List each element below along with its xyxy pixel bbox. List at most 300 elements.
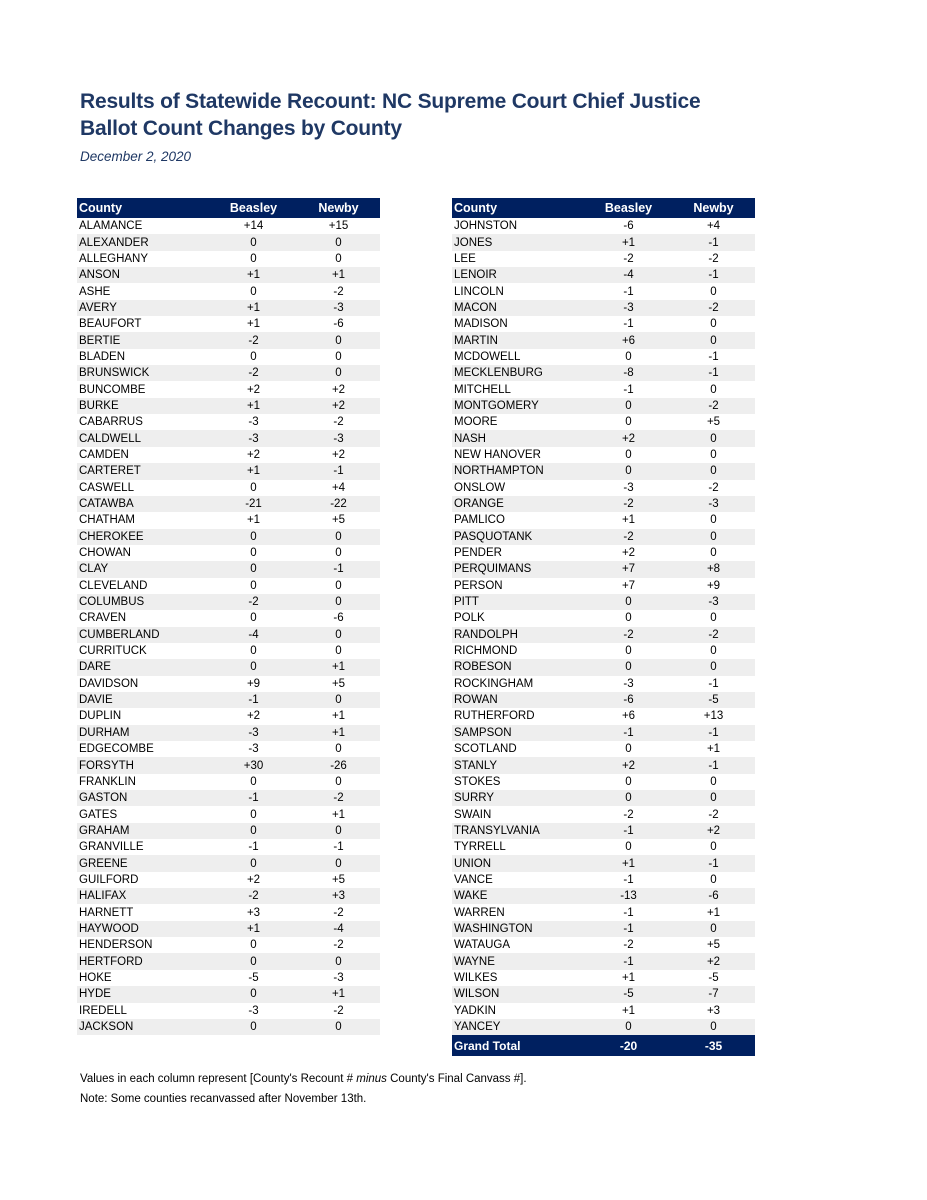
table-row bbox=[452, 251, 755, 267]
county-name: TRANSYLVANIA bbox=[452, 823, 585, 839]
table-row bbox=[452, 986, 755, 1002]
beasley-change: +1 bbox=[585, 234, 672, 250]
table-row bbox=[452, 676, 755, 692]
table-row bbox=[452, 937, 755, 953]
newby-change: 0 bbox=[672, 659, 755, 675]
newby-change: -2 bbox=[672, 627, 755, 643]
beasley-change: -1 bbox=[248, 841, 259, 854]
newby-change: +1 bbox=[706, 743, 721, 756]
table-row bbox=[452, 855, 755, 871]
beasley-change: 0 bbox=[210, 953, 297, 969]
table-row bbox=[452, 480, 755, 496]
table-row bbox=[77, 496, 380, 512]
beasley-change: -3 bbox=[623, 677, 634, 690]
county-name: JACKSON bbox=[77, 1019, 210, 1035]
newby-change: -1 bbox=[672, 365, 755, 381]
header-beasley: Beasley bbox=[210, 198, 297, 218]
county-name: CHEROKEE bbox=[77, 529, 210, 545]
beasley-change: -3 bbox=[248, 743, 259, 756]
county-name: RICHMOND bbox=[454, 645, 518, 658]
beasley-change: 0 bbox=[585, 463, 672, 479]
county-name: PITT bbox=[452, 594, 585, 610]
table-row bbox=[452, 725, 755, 741]
county-name: PERQUIMANS bbox=[452, 561, 585, 577]
table-row bbox=[77, 953, 380, 969]
table-row bbox=[452, 692, 755, 708]
newby-change: 0 bbox=[335, 547, 342, 560]
table-row bbox=[77, 627, 380, 643]
grand-total-label: Grand Total bbox=[452, 1036, 585, 1057]
beasley-change: -1 bbox=[585, 725, 672, 741]
newby-change: 0 bbox=[297, 627, 380, 643]
newby-change: +2 bbox=[331, 383, 346, 396]
beasley-change: 0 bbox=[250, 645, 257, 658]
beasley-change: 0 bbox=[250, 939, 257, 952]
county-name: PASQUOTANK bbox=[452, 529, 585, 545]
beasley-change: 0 bbox=[585, 659, 672, 675]
newby-change: -5 bbox=[672, 692, 755, 708]
county-name: MONTGOMERY bbox=[452, 398, 585, 414]
newby-change: 0 bbox=[672, 529, 755, 545]
table-row bbox=[77, 545, 380, 561]
county-name: COLUMBUS bbox=[77, 594, 210, 610]
note-values-b: County's Final Canvass #]. bbox=[386, 1073, 527, 1085]
page-subtitle: Ballot Count Changes by County bbox=[80, 117, 402, 140]
county-name: ANSON bbox=[77, 267, 210, 283]
newby-change: +1 bbox=[706, 906, 721, 919]
table-row bbox=[77, 349, 380, 365]
county-name: ALLEGHANY bbox=[79, 252, 149, 265]
newby-change: -2 bbox=[333, 1004, 344, 1017]
newby-change: 0 bbox=[297, 855, 380, 871]
county-name: HARNETT bbox=[79, 906, 134, 919]
county-name: WARREN bbox=[454, 906, 505, 919]
county-name: CAMDEN bbox=[79, 448, 129, 461]
newby-change: -1 bbox=[672, 757, 755, 773]
table-row bbox=[452, 316, 755, 332]
beasley-change: 0 bbox=[585, 1019, 672, 1036]
table-row bbox=[452, 332, 755, 348]
table-row bbox=[77, 823, 380, 839]
newby-change: 0 bbox=[710, 514, 717, 527]
beasley-change: +2 bbox=[585, 430, 672, 446]
county-name: GREENE bbox=[77, 855, 210, 871]
beasley-change: -3 bbox=[248, 1004, 259, 1017]
newby-change: 0 bbox=[710, 612, 717, 625]
beasley-change: +1 bbox=[621, 514, 636, 527]
table-row bbox=[77, 1003, 380, 1019]
beasley-change: -1 bbox=[210, 692, 297, 708]
newby-change: 0 bbox=[335, 743, 342, 756]
beasley-change: 0 bbox=[210, 234, 297, 250]
newby-change: +5 bbox=[331, 677, 346, 690]
newby-change: 0 bbox=[672, 790, 755, 806]
beasley-change: -1 bbox=[585, 823, 672, 839]
beasley-change: +30 bbox=[210, 757, 297, 773]
beasley-change: +6 bbox=[585, 332, 672, 348]
table-row bbox=[452, 741, 755, 757]
beasley-change: 0 bbox=[250, 579, 257, 592]
newby-change: -3 bbox=[672, 496, 755, 512]
table-row bbox=[77, 381, 380, 397]
newby-change: -6 bbox=[333, 318, 344, 331]
table-row bbox=[77, 904, 380, 920]
county-name: ROBESON bbox=[452, 659, 585, 675]
newby-change: 0 bbox=[710, 841, 717, 854]
newby-change: -1 bbox=[333, 841, 344, 854]
table-row bbox=[452, 1003, 755, 1019]
county-name: WAKE bbox=[452, 888, 585, 904]
county-name: STOKES bbox=[454, 775, 501, 788]
newby-change: +1 bbox=[297, 725, 380, 741]
table-row bbox=[77, 447, 380, 463]
county-name: DAVIDSON bbox=[79, 677, 139, 690]
table-row bbox=[77, 986, 380, 1002]
newby-change: 0 bbox=[297, 594, 380, 610]
table-row bbox=[77, 316, 380, 332]
beasley-change: +1 bbox=[621, 1004, 636, 1017]
county-name: WASHINGTON bbox=[452, 921, 585, 937]
newby-change: 0 bbox=[297, 953, 380, 969]
county-name: GUILFORD bbox=[79, 873, 139, 886]
table-row bbox=[452, 300, 755, 316]
newby-change: -2 bbox=[297, 790, 380, 806]
beasley-change: 0 bbox=[210, 986, 297, 1002]
county-name: SURRY bbox=[452, 790, 585, 806]
newby-change: -22 bbox=[297, 496, 380, 512]
county-name: SAMPSON bbox=[452, 725, 585, 741]
beasley-change: +1 bbox=[210, 398, 297, 414]
table-row bbox=[452, 398, 755, 414]
note-values-minus: minus bbox=[356, 1073, 387, 1085]
beasley-change: 0 bbox=[625, 350, 632, 363]
beasley-change: -2 bbox=[585, 627, 672, 643]
table-row bbox=[452, 349, 755, 365]
county-name: MCDOWELL bbox=[454, 350, 521, 363]
county-name: MOORE bbox=[454, 416, 498, 429]
table-row bbox=[452, 561, 755, 577]
newby-change: 0 bbox=[335, 645, 342, 658]
county-name: RANDOLPH bbox=[452, 627, 585, 643]
beasley-change: +2 bbox=[585, 757, 672, 773]
county-name: DAVIE bbox=[77, 692, 210, 708]
table-row bbox=[77, 708, 380, 724]
county-name: LINCOLN bbox=[454, 285, 504, 298]
note-values bbox=[80, 1073, 527, 1085]
beasley-change: 0 bbox=[250, 481, 257, 494]
newby-change: -6 bbox=[672, 888, 755, 904]
county-name: SCOTLAND bbox=[454, 743, 517, 756]
county-name: PAMLICO bbox=[454, 514, 505, 527]
beasley-change: 0 bbox=[250, 252, 257, 265]
beasley-change: 0 bbox=[625, 645, 632, 658]
county-name: ROCKINGHAM bbox=[454, 677, 534, 690]
newby-change: 0 bbox=[297, 692, 380, 708]
table-row bbox=[77, 529, 380, 545]
table-row bbox=[452, 904, 755, 920]
table-row bbox=[452, 659, 755, 675]
newby-change: 0 bbox=[710, 285, 717, 298]
table-row bbox=[452, 578, 755, 594]
table-row bbox=[452, 496, 755, 512]
table-row bbox=[452, 823, 755, 839]
newby-change: -1 bbox=[672, 267, 755, 283]
table-row bbox=[77, 300, 380, 316]
table-row bbox=[77, 676, 380, 692]
table-row bbox=[77, 855, 380, 871]
newby-change: -3 bbox=[297, 430, 380, 446]
table-row bbox=[77, 251, 380, 267]
table-row bbox=[452, 790, 755, 806]
beasley-change: 0 bbox=[250, 808, 257, 821]
beasley-change: -6 bbox=[585, 692, 672, 708]
newby-change: 0 bbox=[672, 463, 755, 479]
beasley-change: -2 bbox=[585, 496, 672, 512]
beasley-change: 0 bbox=[210, 823, 297, 839]
table-row bbox=[452, 970, 755, 986]
newby-change: 0 bbox=[672, 1019, 755, 1036]
newby-change: -4 bbox=[297, 921, 380, 937]
county-name: CATAWBA bbox=[77, 496, 210, 512]
newby-change: 0 bbox=[710, 873, 717, 886]
beasley-change: -2 bbox=[623, 808, 634, 821]
beasley-change: -6 bbox=[623, 220, 634, 233]
newby-change: +5 bbox=[331, 873, 346, 886]
beasley-change: 0 bbox=[585, 594, 672, 610]
county-name: ALAMANCE bbox=[79, 220, 143, 233]
table-row bbox=[452, 610, 755, 626]
newby-change: -3 bbox=[672, 594, 755, 610]
county-name: CLAY bbox=[77, 561, 210, 577]
county-name: WILKES bbox=[454, 971, 498, 984]
county-name: MARTIN bbox=[452, 332, 585, 348]
beasley-change: -3 bbox=[210, 430, 297, 446]
newby-change: 0 bbox=[710, 645, 717, 658]
county-name: UNION bbox=[452, 855, 585, 871]
newby-change: +9 bbox=[706, 579, 721, 592]
newby-change: -1 bbox=[672, 855, 755, 871]
newby-change: +8 bbox=[672, 561, 755, 577]
county-name: DUPLIN bbox=[79, 710, 122, 723]
newby-change: -7 bbox=[672, 986, 755, 1002]
table-row bbox=[452, 953, 755, 969]
newby-change: 0 bbox=[335, 579, 342, 592]
county-name: BUNCOMBE bbox=[79, 383, 146, 396]
beasley-change: -1 bbox=[623, 873, 634, 886]
beasley-change: -3 bbox=[248, 416, 259, 429]
county-name: ALEXANDER bbox=[77, 234, 210, 250]
newby-change: -3 bbox=[333, 971, 344, 984]
newby-change: 0 bbox=[335, 775, 342, 788]
page-title: Results of Statewide Recount: NC Supreme Court Chief Justice bbox=[80, 90, 701, 113]
beasley-change: +6 bbox=[621, 710, 636, 723]
newby-change: +1 bbox=[331, 808, 346, 821]
beasley-change: +1 bbox=[210, 300, 297, 316]
beasley-change: 0 bbox=[625, 448, 632, 461]
table-row bbox=[77, 659, 380, 675]
beasley-change: 0 bbox=[625, 743, 632, 756]
table-row bbox=[452, 414, 755, 430]
table-row bbox=[452, 267, 755, 283]
newby-change: +4 bbox=[331, 481, 346, 494]
beasley-change: 0 bbox=[625, 841, 632, 854]
beasley-change: 0 bbox=[250, 285, 257, 298]
beasley-change: -4 bbox=[585, 267, 672, 283]
beasley-change: +14 bbox=[243, 220, 264, 233]
beasley-change: -2 bbox=[623, 939, 634, 952]
county-name: CHOWAN bbox=[79, 547, 131, 560]
table-row bbox=[77, 561, 380, 577]
beasley-change: +7 bbox=[585, 561, 672, 577]
county-name: POLK bbox=[454, 612, 485, 625]
beasley-change: 0 bbox=[625, 775, 632, 788]
newby-change: -6 bbox=[333, 612, 344, 625]
newby-change: -1 bbox=[672, 725, 755, 741]
table-row bbox=[452, 529, 755, 545]
table-row bbox=[452, 594, 755, 610]
beasley-change: 0 bbox=[210, 529, 297, 545]
county-name: CUMBERLAND bbox=[77, 627, 210, 643]
county-name: MITCHELL bbox=[454, 383, 511, 396]
table-row bbox=[452, 643, 755, 659]
newby-change: -2 bbox=[672, 300, 755, 316]
newby-change: -2 bbox=[333, 285, 344, 298]
table-row bbox=[452, 545, 755, 561]
newby-change: -2 bbox=[333, 906, 344, 919]
newby-change: +3 bbox=[297, 888, 380, 904]
grand-total-newby: -35 bbox=[672, 1036, 755, 1057]
table-row bbox=[77, 921, 380, 937]
beasley-change: -2 bbox=[210, 332, 297, 348]
beasley-change: +1 bbox=[621, 971, 636, 984]
county-name: EDGECOMBE bbox=[79, 743, 154, 756]
newby-change: 0 bbox=[710, 318, 717, 331]
table-row bbox=[77, 937, 380, 953]
beasley-change: -5 bbox=[248, 971, 259, 984]
newby-change: -3 bbox=[297, 300, 380, 316]
notes bbox=[80, 1073, 527, 1113]
county-name: BURKE bbox=[77, 398, 210, 414]
newby-change: +1 bbox=[331, 710, 346, 723]
table-row bbox=[77, 463, 380, 479]
beasley-change: -13 bbox=[585, 888, 672, 904]
newby-change: +13 bbox=[703, 710, 724, 723]
newby-change: +5 bbox=[706, 416, 721, 429]
county-name: WATAUGA bbox=[454, 939, 511, 952]
county-name: ORANGE bbox=[452, 496, 585, 512]
county-name: HERTFORD bbox=[77, 953, 210, 969]
table-row bbox=[77, 741, 380, 757]
newby-change: -2 bbox=[708, 252, 719, 265]
county-name: GRAHAM bbox=[77, 823, 210, 839]
county-name: LEE bbox=[454, 252, 476, 265]
newby-change: -5 bbox=[708, 971, 719, 984]
beasley-change: -2 bbox=[623, 252, 634, 265]
newby-change: -1 bbox=[297, 463, 380, 479]
beasley-change: -5 bbox=[585, 986, 672, 1002]
beasley-change: 0 bbox=[210, 855, 297, 871]
table-row bbox=[77, 414, 380, 430]
table-row bbox=[77, 512, 380, 528]
beasley-change: +1 bbox=[210, 463, 297, 479]
newby-change: 0 bbox=[710, 383, 717, 396]
county-name: HALIFAX bbox=[77, 888, 210, 904]
beasley-change: -1 bbox=[210, 790, 297, 806]
table-row bbox=[77, 725, 380, 741]
table-row bbox=[452, 512, 755, 528]
county-name: STANLY bbox=[452, 757, 585, 773]
county-name: ONSLOW bbox=[454, 481, 506, 494]
table-row bbox=[77, 1019, 380, 1035]
county-name: HAYWOOD bbox=[77, 921, 210, 937]
beasley-change: 0 bbox=[210, 561, 297, 577]
table-row bbox=[452, 381, 755, 397]
beasley-change: 0 bbox=[585, 790, 672, 806]
county-name: JOHNSTON bbox=[454, 220, 518, 233]
table-row bbox=[452, 1019, 755, 1036]
county-name: PERSON bbox=[454, 579, 503, 592]
newby-change: +5 bbox=[706, 939, 721, 952]
newby-change: -1 bbox=[297, 561, 380, 577]
county-name: MADISON bbox=[454, 318, 508, 331]
county-name: HENDERSON bbox=[79, 939, 153, 952]
newby-change: 0 bbox=[710, 547, 717, 560]
table-row bbox=[77, 283, 380, 299]
newby-change: +1 bbox=[297, 659, 380, 675]
beasley-change: 0 bbox=[585, 398, 672, 414]
table-row bbox=[77, 757, 380, 773]
grand-total-row bbox=[452, 1036, 755, 1057]
table-row bbox=[452, 234, 755, 250]
county-table-left bbox=[77, 198, 380, 1035]
table-row bbox=[452, 774, 755, 790]
report-date: December 2, 2020 bbox=[80, 149, 192, 164]
county-name: CRAVEN bbox=[79, 612, 127, 625]
table-row bbox=[77, 643, 380, 659]
county-name: NEW HANOVER bbox=[454, 448, 541, 461]
beasley-change: +1 bbox=[246, 318, 261, 331]
beasley-change: -3 bbox=[210, 725, 297, 741]
beasley-change: -2 bbox=[585, 529, 672, 545]
newby-change: -1 bbox=[708, 350, 719, 363]
newby-change: -2 bbox=[708, 481, 719, 494]
table-row bbox=[77, 430, 380, 446]
newby-change: -2 bbox=[708, 808, 719, 821]
table-row bbox=[77, 578, 380, 594]
county-name: BLADEN bbox=[79, 350, 126, 363]
newby-change: +1 bbox=[297, 267, 380, 283]
beasley-change: +1 bbox=[246, 514, 261, 527]
beasley-change: +1 bbox=[210, 267, 297, 283]
newby-change: 0 bbox=[335, 350, 342, 363]
beasley-change: -3 bbox=[623, 481, 634, 494]
beasley-change: +1 bbox=[210, 921, 297, 937]
beasley-change: +2 bbox=[246, 383, 261, 396]
newby-change: +2 bbox=[672, 823, 755, 839]
newby-change: 0 bbox=[297, 823, 380, 839]
county-name: YANCEY bbox=[452, 1019, 585, 1036]
newby-change: -2 bbox=[672, 398, 755, 414]
beasley-change: +9 bbox=[246, 677, 261, 690]
county-name: WILSON bbox=[452, 986, 585, 1002]
table-row bbox=[452, 888, 755, 904]
title-block bbox=[80, 88, 700, 164]
newby-change: 0 bbox=[335, 252, 342, 265]
table-row bbox=[77, 365, 380, 381]
beasley-change: 0 bbox=[625, 416, 632, 429]
table-row bbox=[77, 790, 380, 806]
beasley-change: +2 bbox=[246, 448, 261, 461]
